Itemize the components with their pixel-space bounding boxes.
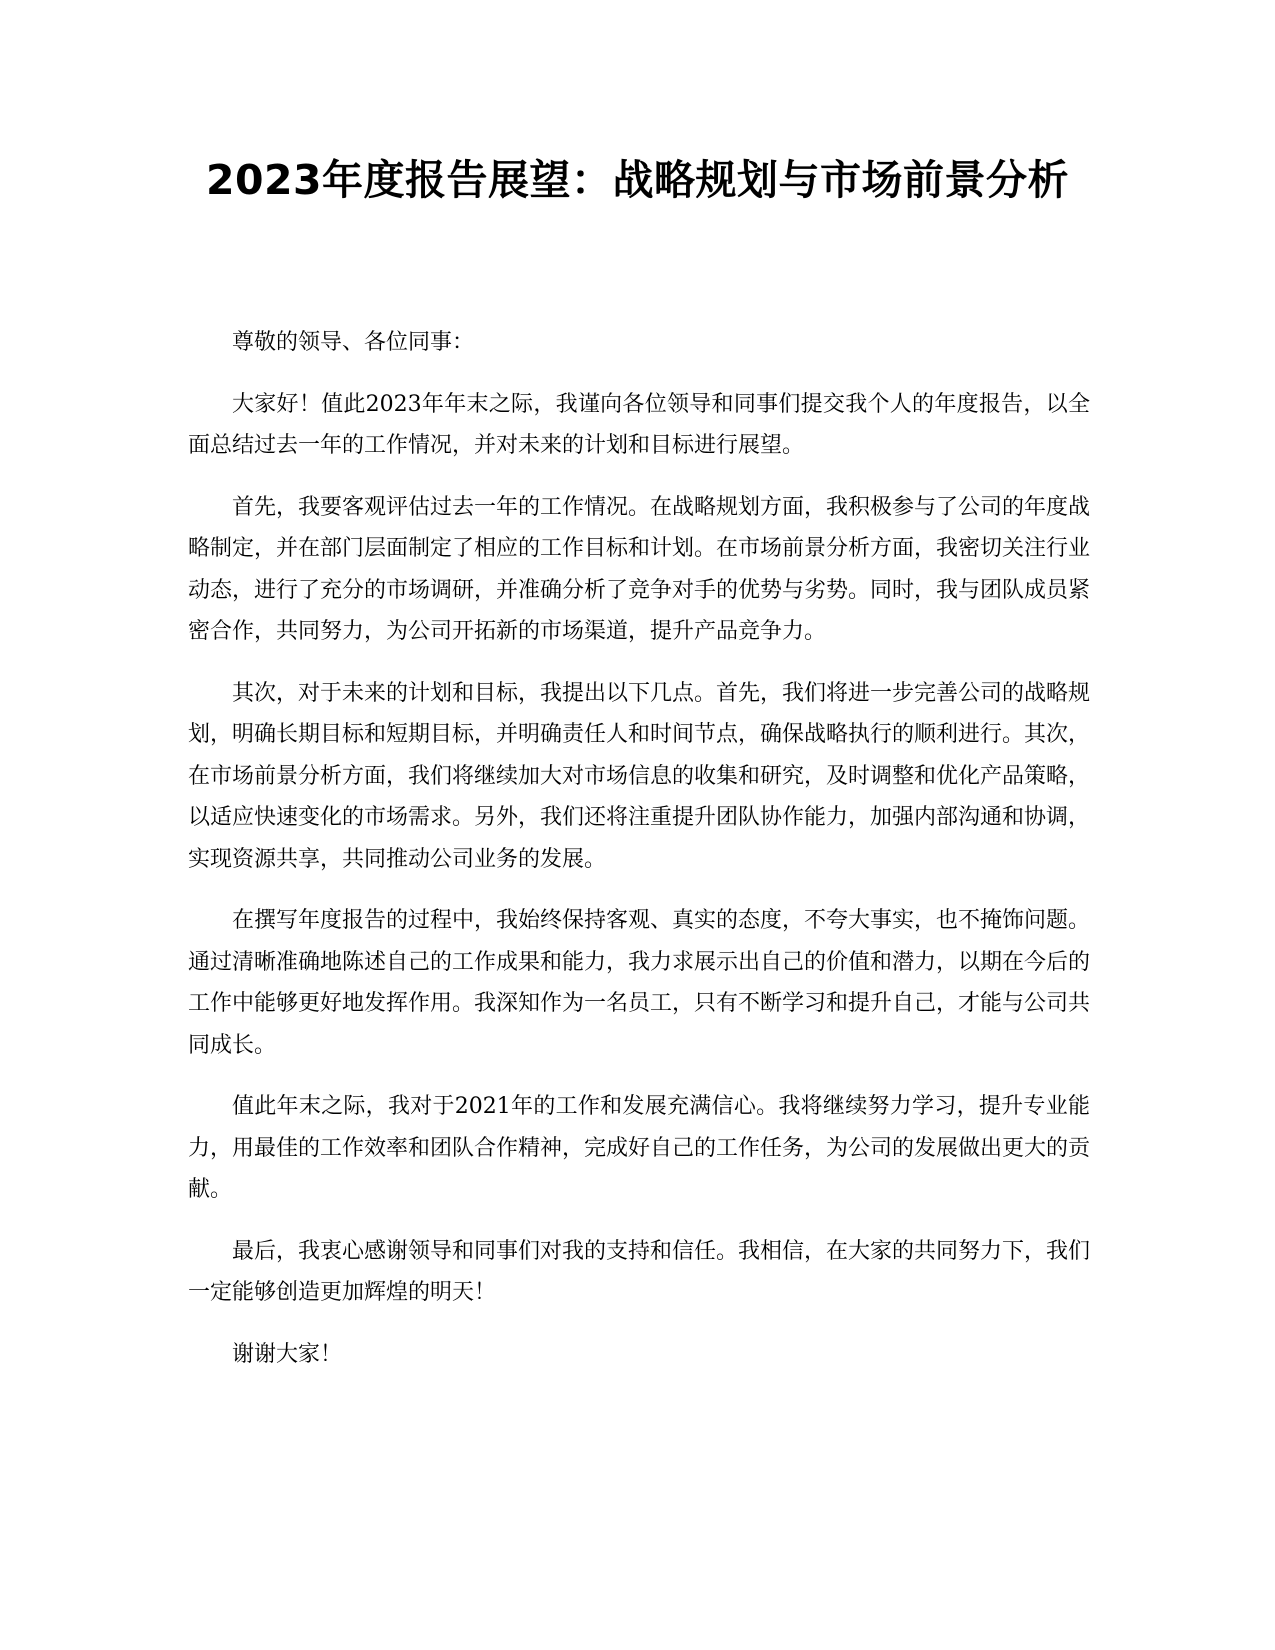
thanks-paragraph: 最后，我衷心感谢领导和同事们对我的支持和信任。我相信，在大家的共同努力下，我们一定能够创造更加辉煌的明天！ — [188, 1238, 1091, 1305]
salutation-paragraph: 尊敬的领导、各位同事： — [232, 330, 475, 355]
document-title: 2023年度报告展望：战略规划与市场前景分析 — [205, 156, 1070, 204]
document-body — [188, 322, 1090, 1395]
review-paragraph: 首先，我要客观评估过去一年的工作情况。在战略规划方面，我积极参与了公司的年度战略制定，并在部门层面制定了相应的工作目标和计划。在市场前景分析方面，我密切关注行业动态，进行了充分的市场调研，并准确分析了竞争对手的优势与劣势。同时，我与团队成员紧密合作，共同努力，为公司开拓新的市场渠道，提升产品竞争力。 — [188, 494, 1091, 644]
attitude-paragraph: 在撰写年度报告的过程中，我始终保持客观、真实的态度，不夸大事实，也不掩饰问题。通过清晰准确地陈述自己的工作成果和能力，我力求展示出自己的价值和潜力，以期在今后的工作中能够更好地发挥作用。我深知作为一名员工，只有不断学习和提升自己，才能与公司共同成长。 — [188, 908, 1091, 1058]
greeting-paragraph: 大家好！值此2023年年末之际，我谨向各位领导和同事们提交我个人的年度报告，以全面总结过去一年的工作情况，并对未来的计划和目标进行展望。 — [188, 391, 1090, 458]
plans-paragraph: 其次，对于未来的计划和目标，我提出以下几点。首先，我们将进一步完善公司的战略规划，明确长期目标和短期目标，并明确责任人和时间节点，确保战略执行的顺利进行。其次，在市场前景分析方面，我们将继续加大对市场信息的收集和研究，及时调整和优化产品策略，以适应快速变化的市场需求。另外，我们还将注重提升团队协作能力，加强内部沟通和协调，实现资源共享，共同推动公司业务的发展。 — [188, 680, 1091, 872]
closing-paragraph: 谢谢大家！ — [232, 1341, 343, 1367]
outlook-paragraph: 值此年末之际，我对于2021年的工作和发展充满信心。我将继续努力学习，提升专业能力，用最佳的工作效率和团队合作精神，完成好自己的工作任务，为公司的发展做出更大的贡献。 — [188, 1094, 1091, 1202]
